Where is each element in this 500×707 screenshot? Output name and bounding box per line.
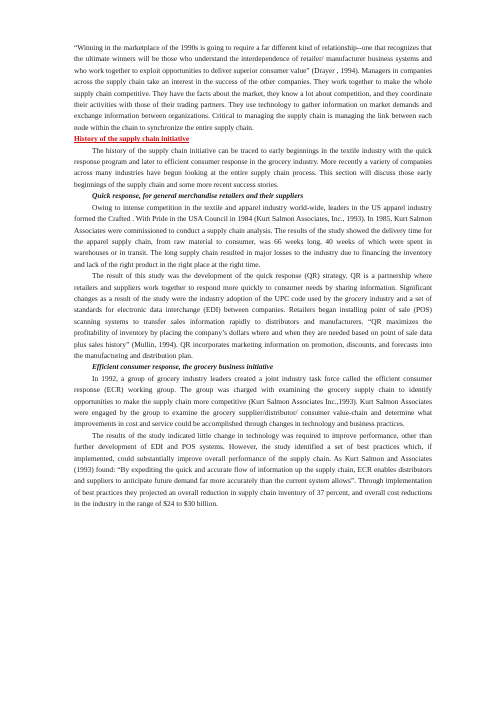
apparel-paragraph: Owing to intense competition in the textile and apparel industry world-wide, leaders in the US apparel industry formed the Crafted . With Pride in the USA Council in 1984 (Kurt Salmon Associates, Inc., 1993). In 1985, Kurt Salmon Associates were commissioned to conduct a supply chain analysis. The results of the study showed the delivery time for the apparel supply chain, from raw material to consumer, was 66 weeks long, 40 weeks of which were spent in warehouses or in transit. The long supply chain resulted in major losses to the industry due to financing the inventory and lack of the right product in the right place at the right time.: [74, 202, 432, 269]
history-paragraph: The history of the supply chain initiative can be traced to early beginnings in the textile industry with the quick response program and later to efficient consumer response in the grocery industry. More recently a variety of companies across many industries have begun looking at the entire supply chain process. This section will discuss those early beginnings of the supply chain and some more recent success stories.: [74, 145, 432, 189]
ecr-paragraph: In 1992, a group of grocery industry leaders created a joint industry task force called the efficient consumer response (ECR) working group. The group was charged with examining the grocery supply chain to identify opportunities to make the supply chain more competitive (Kurt Salmon Associates Inc.,1993). Kurt Salmon Associates were engaged by the group to examine the grocery supplier/distributor/ consumer value-chain and determine what improvements in cost and service could be accomplished through changes in technology and business practices.: [74, 373, 432, 429]
qr-paragraph: The result of this study was the development of the quick response (QR) strategy. QR is a partnership where retailers and suppliers work together to respond more quickly to consumer needs by sharing information. Significant changes as a result of the study were the industry adoption of the UPC code used by the grocery industry and a set of standards for electronic data interchange (EDI) between companies. Retailers began installing point of sale (POS) scanning systems to transfer sales information rapidly to distributors and manufacturers. “QR maximizes the profitability of inventory by placing the company’s dollars where and when they are needed based on point of sale data plus sales history” (Mullin, 1994). QR incorporates marketing information on promotion, discounts, and forecasts into the manufacturing and distribution plan.: [74, 271, 432, 360]
subheading-ecr: Efficient consumer response, the grocery business initiative: [92, 362, 274, 372]
document-page: [74, 42, 432, 510]
subheading-quick-response: Quick response, for general merchandise retailers and their suppliers: [92, 191, 304, 201]
intro-paragraph: “Winning in the marketplace of the 1990s is going to require a far different kind of relationship--one that recognizes that the ultimate winners will be those who understand the interdependence of retailer/ manufacturer business systems and who work together to exploit opportunities to deliver superior consumer value” (Drayer , 1994). Managers in companies across the supply chain take an interest in the success of the other companies. They work together to make the whole supply chain competitive. They have the facts about the market, they know a lot about competition, and they coordinate their activities with those of their trading partners. They use technology to gather information on market demands and exchange information between organizations. Critical to managing the supply chain is managing the link between each node within the chain to synchronize the entire supply chain.: [74, 43, 432, 132]
results-paragraph: The results of the study indicated little change in technology was required to improve performance, other than further development of EDI and POS systems. However, the study identified a set of best practices which, if implemented, could substantially improve overall performance of the supply chain. As Kurt Salmon and Associates (1993) found: “By expediting the quick and accurate flow of information up the supply chain, ECR enables distributors and suppliers to anticipate future demand far more accurately than the current system allows”. Through implementation of best practices they projected an overall reduction in supply chain inventory of 37 percent, and overall cost reductions in the industry in the range of $24 to $30 billion.: [74, 430, 432, 509]
section-heading: History of the supply chain initiative: [74, 134, 190, 144]
